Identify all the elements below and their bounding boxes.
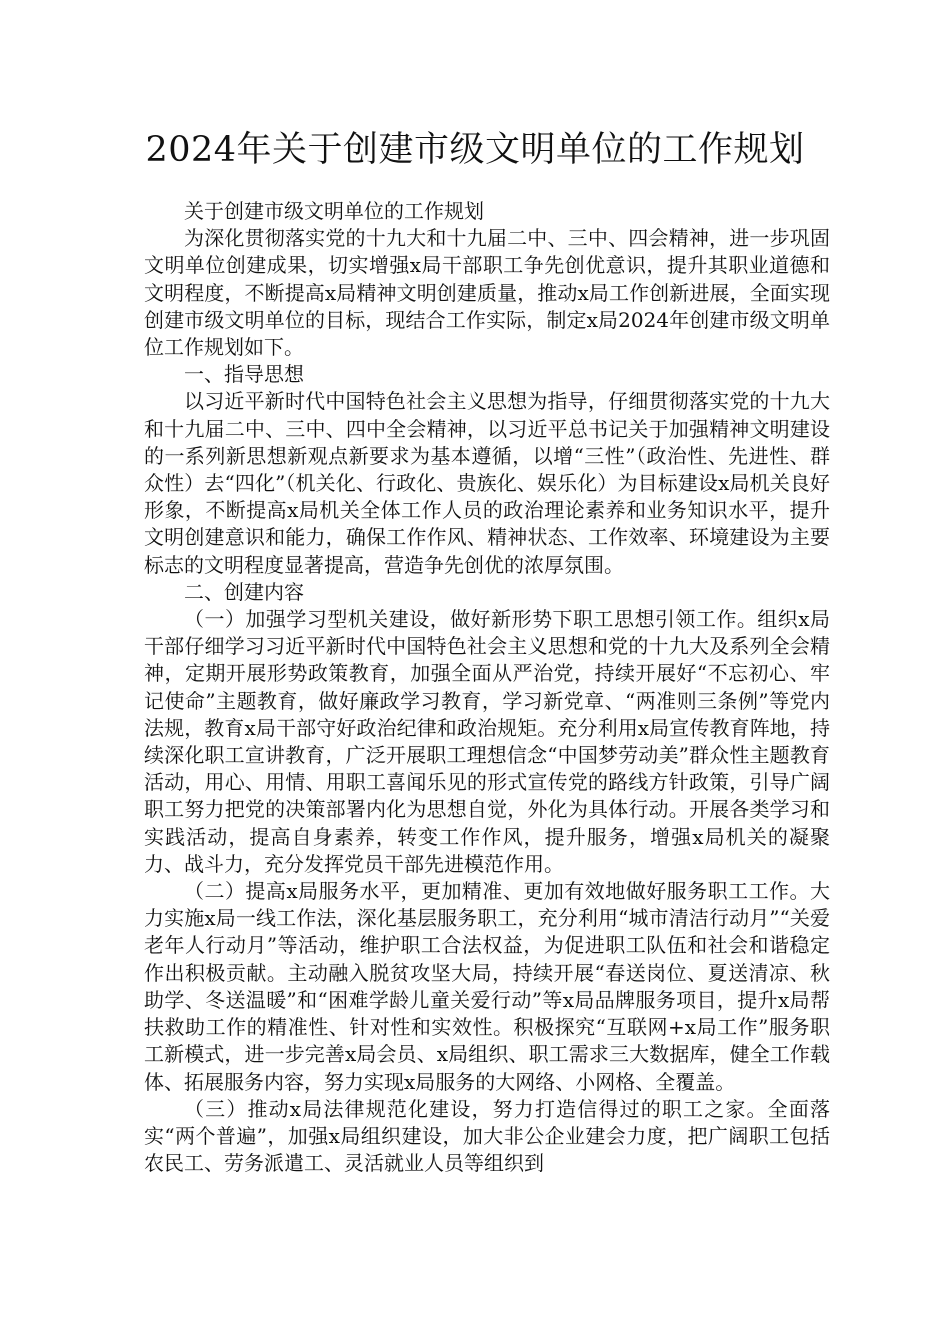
paragraph: 为深化贯彻落实党的十九大和十九届二中、三中、四会精神，进一步巩固文明单位创建成果，切实增强x局干部职工争先创优意识，提升其职业道德和文明程度，不断提高x局精神文明创建质量，推动x局工作创新进展，全面实现创建市级文明单位的目标，现结合工作实际，制定x局2024年创建市级文明单位工作规划如下。 xyxy=(144,226,830,360)
paragraph: （三）推动x局法律规范化建设，努力打造信得过的职工之家。全面落实“两个普遍”，加强x局组织建设，加大非公企业建会力度，把广阔职工包括农民工、劳务派遣工、灵活就业人员等组织到 xyxy=(144,1096,830,1176)
paragraph: 以习近平新时代中国特色社会主义思想为指导，仔细贯彻落实党的十九大和十九届二中、三中、四中全会精神，以习近平总书记关于加强精神文明建设的一系列新思想新观点新要求为基本遵循，以增“三性”（政治性、先进性、群众性）去“四化”（机关化、行政化、贵族化、娱乐化）为目标建设x局机关良好形象，不断提高x局机关全体工作人员的政治理论素养和业务知识水平，提升文明创建意识和能力，确保工作作风、精神状态、工作效率、环境建设为主要标志的文明程度显著提高，营造争先创优的浓厚氛围。 xyxy=(144,389,830,577)
section-heading: 关于创建市级文明单位的工作规划 xyxy=(184,199,484,223)
section-heading: 二、创建内容 xyxy=(184,579,304,604)
section-heading: 一、指导思想 xyxy=(184,362,304,387)
paragraph: （二）提高x局服务水平，更加精准、更加有效地做好服务职工工作。大力实施x局一线工作法，深化基层服务职工，充分利用“城市清洁行动月”“关爱老年人行动月”等活动，维护职工合法权益，为促进职工队伍和社会和谐稳定作出积极贡献。主动融入脱贫攻坚大局，持续开展“春送岗位、夏送清凉、秋助学、冬送温暖”和“困难学龄儿童关爱行动”等x局品牌服务项目，提升x局帮扶救助工作的精准性、针对性和实效性。积极探究“互联网+x局工作”服务职工新模式，进一步完善x局会员、x局组织、职工需求三大数据库，健全工作载体、拓展服务内容，努力实现x局服务的大网络、小网格、全覆盖。 xyxy=(144,879,830,1094)
document-body xyxy=(144,198,830,1177)
document-title: 2024年关于创建市级文明单位的工作规划 xyxy=(145,130,805,170)
paragraph: （一）加强学习型机关建设，做好新形势下职工思想引领工作。组织x局干部仔细学习习近平新时代中国特色社会主义思想和党的十九大及系列全会精神，定期开展形势政策教育，加强全面从严治党，持续开展好“不忘初心、牢记使命”主题教育，做好廉政学习教育，学习新党章、“两准则三条例”等党内法规，教育x局干部守好政治纪律和政治规矩。充分利用x局宣传教育阵地，持续深化职工宣讲教育，广泛开展职工理想信念“中国梦劳动美”群众性主题教育活动，用心、用情、用职工喜闻乐见的形式宣传党的路线方针政策，引导广阔职工努力把党的决策部署内化为思想自觉，外化为具体行动。开展各类学习和实践活动，提高自身素养，转变工作作风，提升服务，增强x局机关的凝聚力、战斗力，充分发挥党员干部先进模范作用。 xyxy=(144,607,830,876)
